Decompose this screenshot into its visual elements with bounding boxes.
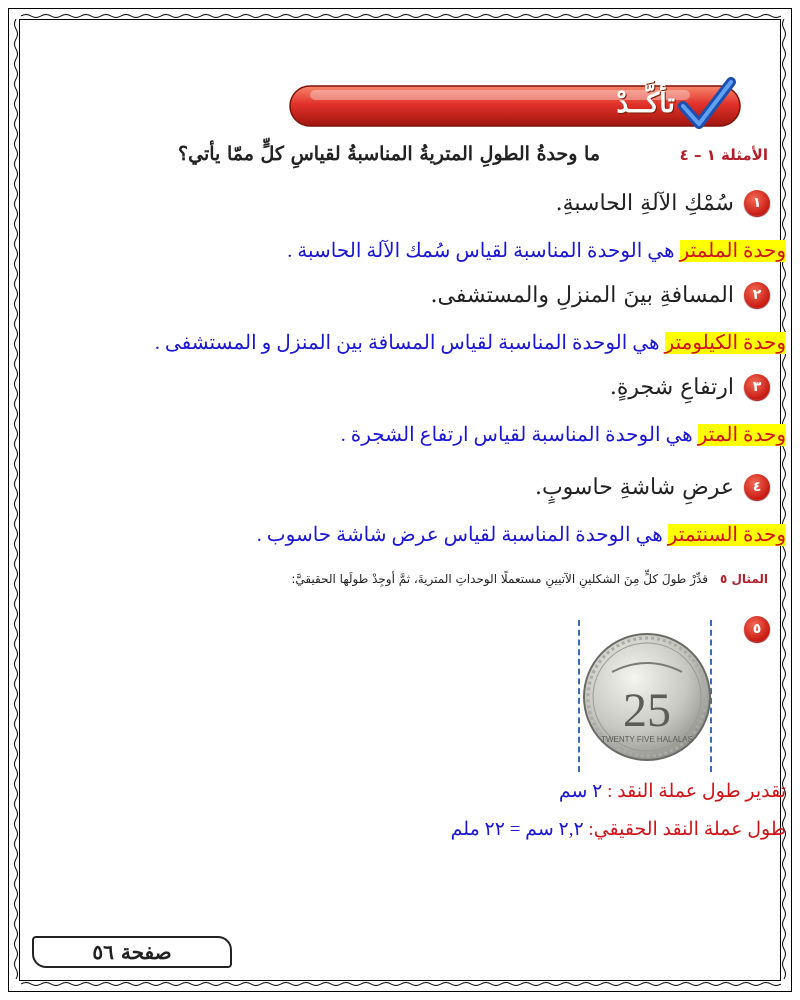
banner-title: تأكَّــدْ [616, 88, 675, 119]
exercise-text: المسافةِ بينَ المنزلِ والمستشفى. [430, 282, 734, 308]
coin-value-text: 25 [623, 684, 671, 737]
exercise-number-badge: ١ [744, 190, 770, 216]
example5-instruction [291, 572, 768, 586]
exercise-item-3 [610, 374, 770, 400]
actual-value: ٢,٢ سم = ٢٢ ملم [450, 819, 584, 840]
answer-line-2 [155, 330, 786, 355]
exercise-number-badge: ٥ [744, 616, 770, 642]
exercise-text: سُمْكِ الآلةِ الحاسبةِ. [555, 190, 734, 216]
answer-text: هي الوحدة المناسبة لقياس ارتفاع الشجرة . [340, 424, 698, 446]
exercise-item-1 [556, 190, 770, 216]
answer-highlight: وحدة الملمتر [679, 240, 786, 262]
answer-highlight: وحدة المتر [697, 424, 786, 446]
exercise-item-2 [431, 282, 770, 308]
exercise-text: عرضِ شاشةِ حاسوبٍ. [534, 474, 734, 500]
border-wave-left [13, 19, 19, 979]
coin-caption-text: TWENTY FIVE HALALAS [601, 735, 693, 744]
estimate-value: ٢ سم [558, 781, 603, 802]
actual-label: طول عملة النقد الحقيقي: [583, 819, 786, 840]
border-wave-bottom [21, 981, 781, 987]
actual-length-line [451, 818, 786, 841]
example5-text: قدِّرْ طولَ كلٍّ مِنَ الشكلينِ الآتيينِ مستعملًا الوحداتِ المتريةَ، ثمَّ أوجِدْ طولَها الحقيقيَّ: [291, 572, 708, 586]
check-banner [288, 82, 743, 130]
examples-label: الأمثلة ١ – ٤ [679, 146, 768, 164]
measure-line-left [578, 620, 580, 772]
answer-text: هي الوحدة المناسبة لقياس عرض شاشة حاسوب . [256, 524, 668, 546]
answer-line-4 [257, 522, 786, 547]
example5-label: المثال ٥ [720, 572, 768, 586]
exercise-item-5 [744, 616, 770, 642]
estimate-label: تقدير طول عملة النقد : [602, 781, 786, 802]
answer-line-1 [287, 238, 786, 263]
answer-text: هي الوحدة المناسبة لقياس سُمك الآلة الحاسبة . [287, 240, 680, 262]
answer-line-3 [341, 422, 786, 447]
question-text: ما وحدةُ الطولِ المتريةُ المناسبةُ لقياسِ كلٍّ ممّا يأتي؟ [178, 143, 600, 165]
answer-highlight: وحدة السنتمتر [667, 524, 786, 546]
checkmark-icon [677, 76, 737, 134]
exercise-number-badge: ٣ [744, 374, 770, 400]
estimate-line [559, 780, 786, 803]
coin-image [582, 622, 712, 772]
exercise-text: ارتفاعِ شجرةٍ. [609, 374, 734, 400]
answer-text: هي الوحدة المناسبة لقياس المسافة بين المنزل و المستشفى . [154, 332, 665, 354]
border-wave-top [21, 13, 781, 19]
exercise-number-badge: ٢ [744, 282, 770, 308]
coin-figure [576, 620, 716, 772]
exercise-item-4 [535, 474, 770, 500]
page-number-box: صفحة ٥٦ [32, 936, 232, 968]
exercise-number-badge: ٤ [744, 474, 770, 500]
answer-highlight: وحدة الكيلومتر [664, 332, 786, 354]
